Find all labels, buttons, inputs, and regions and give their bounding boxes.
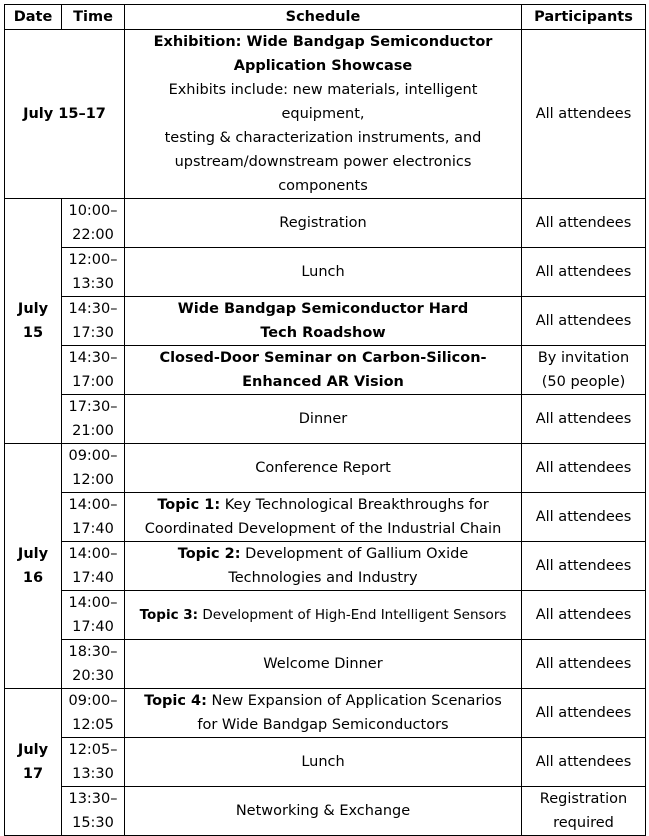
time-start: 12:05– <box>68 742 118 758</box>
schedule-text: Dinner <box>298 411 348 427</box>
schedule-text: Key Technological Breakthroughs for Coordinated Development of the Industrial Chain <box>144 497 502 537</box>
date-cell-july-17 <box>5 689 62 836</box>
schedule-bold: Wide Bandgap Semiconductor Hard Tech Roadshow <box>177 301 469 341</box>
time-start: 14:00– <box>68 595 118 611</box>
time-start: 17:30– <box>68 399 118 415</box>
participants-line1: All attendees <box>535 607 632 623</box>
time-end: 17:40 <box>72 619 114 635</box>
participants-line1: Registration <box>539 791 628 807</box>
exhibition-title-line1: Exhibition: Wide Bandgap Semiconductor <box>153 34 493 50</box>
header-date: Date <box>5 5 62 30</box>
participants-line1: All attendees <box>535 656 632 672</box>
participants-line1: All attendees <box>535 509 632 525</box>
table-row <box>5 199 646 248</box>
date-day: 17 <box>22 766 44 782</box>
participants-cell <box>522 787 646 836</box>
exhibition-participants: All attendees <box>522 30 646 199</box>
schedule-cell <box>125 787 522 836</box>
schedule-cell <box>125 444 522 493</box>
time-end: 20:30 <box>72 668 114 684</box>
time-cell <box>62 395 125 444</box>
schedule-cell <box>125 738 522 787</box>
time-cell <box>62 542 125 591</box>
time-start: 13:30– <box>68 791 118 807</box>
exhibition-row <box>5 30 646 199</box>
time-end: 12:00 <box>72 472 114 488</box>
schedule-bold: Topic 3: <box>139 607 199 623</box>
time-start: 14:00– <box>68 497 118 513</box>
schedule-bold: Topic 1: <box>157 497 221 513</box>
exhibition-desc-line2: testing & characterization instruments, and <box>164 130 482 146</box>
participants-line1: All attendees <box>535 215 632 231</box>
time-cell <box>62 199 125 248</box>
schedule-text: Conference Report <box>255 460 391 476</box>
participants-cell <box>522 346 646 395</box>
time-end: 13:30 <box>72 766 114 782</box>
table-row <box>5 248 646 297</box>
participants-cell <box>522 248 646 297</box>
exhibition-desc-line3: upstream/downstream power electronics components <box>174 154 472 194</box>
time-end: 21:00 <box>72 423 114 439</box>
table-row <box>5 542 646 591</box>
participants-line2: required <box>553 815 614 831</box>
schedule-text: New Expansion of Application Scenarios for Wide Bandgap Semiconductors <box>197 693 502 733</box>
participants-line1: All attendees <box>535 411 632 427</box>
time-cell <box>62 738 125 787</box>
schedule-cell <box>125 689 522 738</box>
exhibition-date: July 15–17 <box>5 30 125 199</box>
participants-cell <box>522 395 646 444</box>
participants-line1: All attendees <box>535 460 632 476</box>
time-cell <box>62 689 125 738</box>
schedule-text: Registration <box>279 215 367 231</box>
time-end: 15:30 <box>72 815 114 831</box>
participants-cell <box>522 297 646 346</box>
time-start: 10:00– <box>68 203 118 219</box>
header-schedule: Schedule <box>125 5 522 30</box>
time-start: 14:30– <box>68 350 118 366</box>
time-end: 17:40 <box>72 521 114 537</box>
participants-line1: By invitation <box>537 350 630 366</box>
time-start: 14:30– <box>68 301 118 317</box>
time-start: 09:00– <box>68 448 118 464</box>
time-cell <box>62 591 125 640</box>
schedule-text: Development of Gallium Oxide Technologies and Industry <box>228 546 469 586</box>
date-cell-july-16 <box>5 444 62 689</box>
participants-cell <box>522 689 646 738</box>
time-cell <box>62 787 125 836</box>
time-start: 18:30– <box>68 644 118 660</box>
time-cell <box>62 297 125 346</box>
table-row <box>5 444 646 493</box>
time-end: 13:30 <box>72 276 114 292</box>
time-end: 17:30 <box>72 325 114 341</box>
table-row <box>5 738 646 787</box>
schedule-table <box>4 4 646 836</box>
header-participants: Participants <box>522 5 646 30</box>
schedule-cell <box>125 248 522 297</box>
time-end: 17:40 <box>72 570 114 586</box>
schedule-text: Networking & Exchange <box>235 803 411 819</box>
exhibition-title-line2: Application Showcase <box>233 58 413 74</box>
table-row <box>5 787 646 836</box>
date-month: July <box>17 301 49 317</box>
time-start: 14:00– <box>68 546 118 562</box>
schedule-cell <box>125 591 522 640</box>
date-day: 16 <box>22 570 44 586</box>
schedule-cell <box>125 297 522 346</box>
table-row <box>5 346 646 395</box>
date-month: July <box>17 742 49 758</box>
schedule-bold: Topic 4: <box>144 693 207 709</box>
schedule-cell <box>125 346 522 395</box>
date-cell-july-15 <box>5 199 62 444</box>
participants-line1: All attendees <box>535 264 632 280</box>
exhibition-desc-line1: Exhibits include: new materials, intelligent equipment, <box>168 82 478 122</box>
table-row <box>5 493 646 542</box>
time-cell <box>62 248 125 297</box>
participants-line2: (50 people) <box>541 374 626 390</box>
table-row <box>5 297 646 346</box>
exhibition-schedule <box>125 30 522 199</box>
schedule-cell <box>125 395 522 444</box>
time-end: 12:05 <box>72 717 114 733</box>
participants-cell <box>522 542 646 591</box>
participants-line1: All attendees <box>535 705 632 721</box>
time-cell <box>62 444 125 493</box>
table-row <box>5 395 646 444</box>
time-end: 17:00 <box>72 374 114 390</box>
participants-cell <box>522 738 646 787</box>
schedule-cell <box>125 640 522 689</box>
table-row <box>5 640 646 689</box>
participants-line1: All attendees <box>535 558 632 574</box>
header-time: Time <box>62 5 125 30</box>
participants-cell <box>522 444 646 493</box>
schedule-cell <box>125 199 522 248</box>
schedule-text: Development of High-End Intelligent Sensors <box>198 607 507 623</box>
header-row <box>5 5 646 30</box>
schedule-text: Lunch <box>301 264 345 280</box>
table-row <box>5 591 646 640</box>
date-month: July <box>17 546 49 562</box>
participants-line1: All attendees <box>535 754 632 770</box>
participants-cell <box>522 199 646 248</box>
participants-cell <box>522 493 646 542</box>
time-cell <box>62 640 125 689</box>
time-start: 09:00– <box>68 693 118 709</box>
schedule-cell <box>125 493 522 542</box>
schedule-cell <box>125 542 522 591</box>
schedule-bold: Topic 2: <box>177 546 241 562</box>
schedule-text: Welcome Dinner <box>263 656 383 672</box>
schedule-text: Lunch <box>301 754 345 770</box>
table-row <box>5 689 646 738</box>
participants-cell <box>522 591 646 640</box>
date-day: 15 <box>22 325 44 341</box>
schedule-bold: Closed-Door Seminar on Carbon-Silicon-Enhanced AR Vision <box>159 350 487 390</box>
time-cell <box>62 493 125 542</box>
time-end: 22:00 <box>72 227 114 243</box>
time-cell <box>62 346 125 395</box>
participants-line1: All attendees <box>535 313 632 329</box>
participants-cell <box>522 640 646 689</box>
time-start: 12:00– <box>68 252 118 268</box>
